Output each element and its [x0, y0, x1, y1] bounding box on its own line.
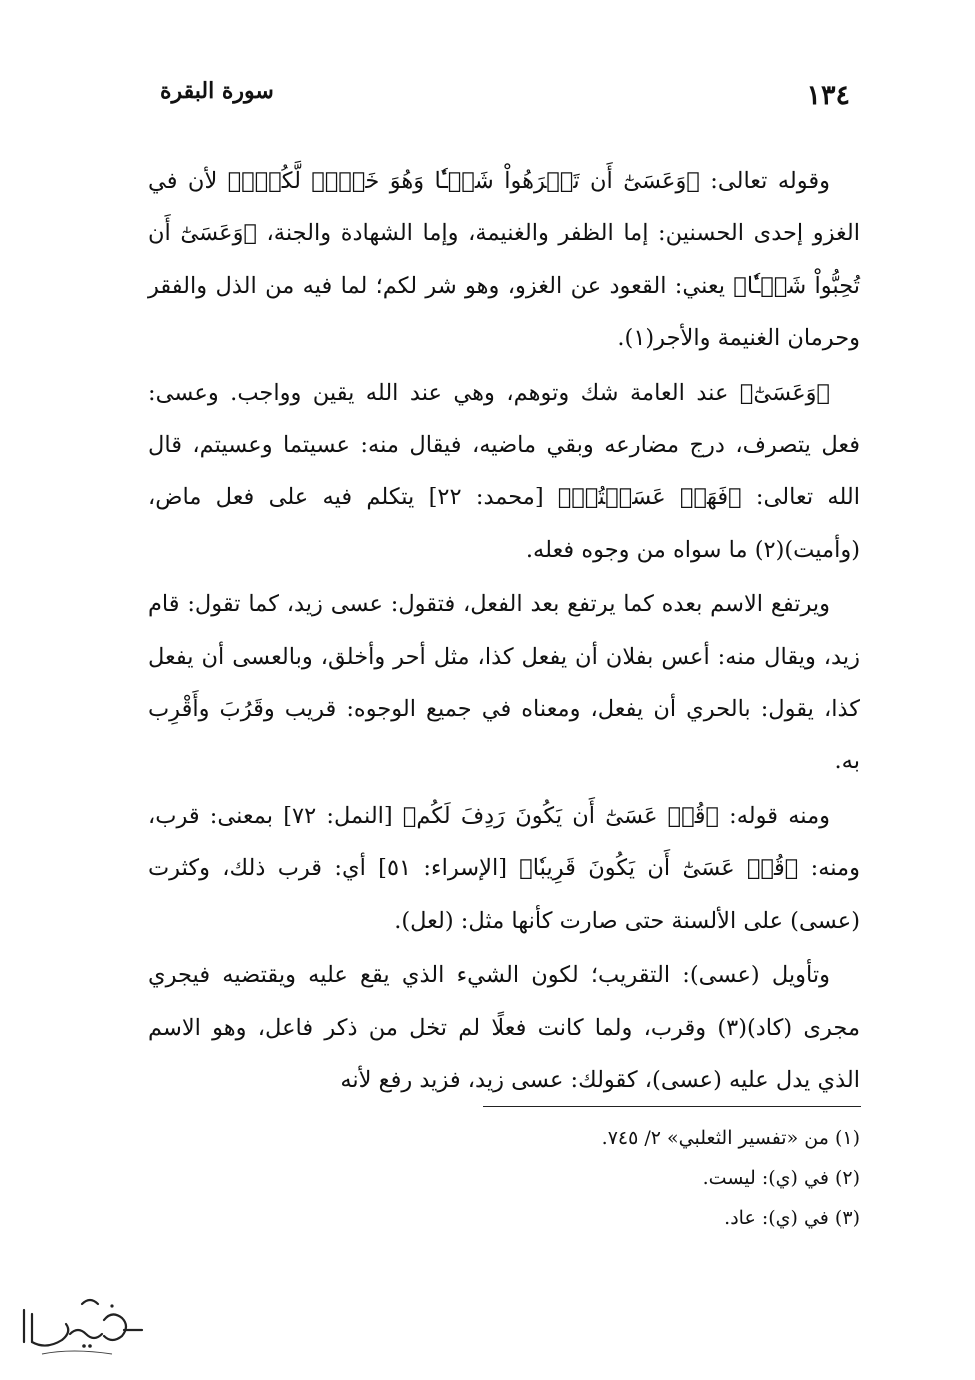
- footnotes: [400, 1118, 860, 1238]
- page-number: ١٣٤: [806, 80, 850, 111]
- page-header: [150, 70, 850, 120]
- main-text: [148, 155, 860, 1106]
- paragraph: ومنه قوله: ﴿قُلۡ عَسَىٰٓ أَن يَكُونَ رَدِفَ لَكُم﴾ [النمل: ٧٢] بمعنى: قرب، ومنه: ﴿قُلۡ عَسَىٰٓ أَن يَكُونَ قَرِيبٗا﴾ [الإسراء: ٥١] أي: قرب ذلك، وكثرت (عسى) على الألسنة حتى صارت كأنها مثل: (لعل).: [148, 802, 860, 934]
- footnote: (٢) في (ي): ليست.: [702, 1167, 860, 1189]
- footnote: (٣) في (ي): عاد.: [724, 1207, 860, 1229]
- paragraph: وتأويل (عسى): التقريب؛ لكون الشيء الذي يقع عليه ويقتضيه فيجري مجرى (كاد)(٣) وقرب، ولما كانت فعلًا لم تخل من ذكر فاعل، وهو الاسم الذي يدل عليه (عسى)، كقولك: عسى زيد، فزيد رفع لأنه: [148, 962, 860, 1093]
- paragraph: ﴿وَعَسَىٰٓ﴾ عند العامة شك وتوهم، وهي عند الله يقين وواجب. وعسى: فعل يتصرف، درج مضارعه وبقي ماضيه، فيقال منه: عسيتما وعسيتم، قال الله تعالى: ﴿فَهَلۡ عَسَيۡتُمۡ﴾ [محمد: ٢٢] يتكلم فيه على فعل ماض، (وأميت)(٢) ما سواه من وجوه فعله.: [148, 379, 860, 563]
- paragraph: ويرتفع الاسم بعده كما يرتفع بعد الفعل، فتقول: عسى زيد، كما تقول: قام زيد، ويقال منه: أعس بفلان أن يفعل كذا، مثل أحر وأخلق، وبالعسى أن يفعل كذا، يقول: بالحري أن يفعل، ومعناه في جميع الوجوه: قريب وقَرُبَ وأَقْرِب به.: [148, 591, 860, 775]
- paragraph: وقوله تعالى: ﴿وَعَسَىٰٓ أَن تَكۡرَهُواْ شَيۡـٔٗا وَهُوَ خَيۡرٞ لَّكُمۡۖ﴾ لأن في الغزو إحدى الحسنين: إما الظفر والغنيمة، وإما الشهادة والجنة، ﴿وَعَسَىٰٓ أَن تُحِبُّواْ شَيۡـٔٗا﴾ يعني: القعود عن الغزو، وهو شر لكم؛ لما فيه من الذل والفقر وحرمان الغنيمة والأجر(١).: [148, 168, 860, 352]
- surah-title: سورة البقرة: [160, 78, 274, 104]
- footnote: (١) من «تفسير الثعلبي» ٢/ ٧٤٥.: [601, 1127, 860, 1149]
- footnote-separator: [483, 1106, 861, 1107]
- publisher-logo: [12, 1290, 152, 1360]
